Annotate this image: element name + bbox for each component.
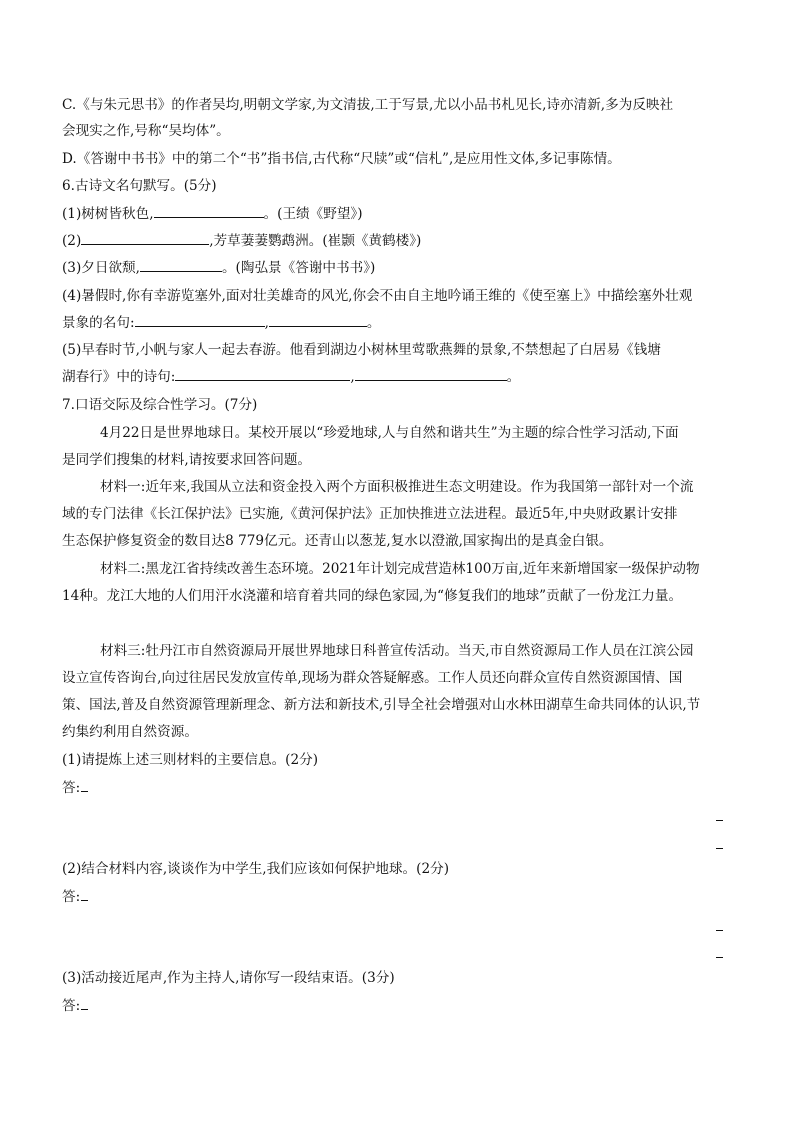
answer-2-label: 答: xyxy=(62,889,81,905)
q6-item-4-blank-1[interactable] xyxy=(135,314,265,327)
q6-item-4-line-1: (4)暑假时,你有幸游览塞外,面对壮美雄奇的风光,你会不由自主地吟诵王维的《使至塞上》中描绘塞外壮观 xyxy=(62,288,693,304)
q6-item-5-blank-2[interactable] xyxy=(355,368,507,381)
q6-item-3 xyxy=(62,259,742,277)
q6-item-4-line-2 xyxy=(62,314,742,332)
material-1-line-3: 生态保护修复资金的数目达8 779亿元。还青山以葱茏,复水以澄澈,国家掏出的是真金白银。 xyxy=(62,533,613,549)
material-2-line-1: 材料二:黑龙江省持续改善生态环境。2021年计划完成营造林100万亩,近年来新增国家一级保护动物 xyxy=(100,561,700,577)
option-c-line-2: 会现实之作,号称“吴均体”。 xyxy=(62,123,230,139)
q6-item-4-comma: , xyxy=(264,315,269,331)
q6-item-3-prefix: (3)夕日欲颓, xyxy=(62,260,140,276)
q6-item-5-line-1: (5)早春时节,小帆与家人一起去春游。他看到湖边小树林里莺歌燕舞的景象,不禁想起了白居易《钱塘 xyxy=(62,342,661,358)
q6-item-5-prefix: 湖春行》中的诗句: xyxy=(62,369,176,385)
q6-item-4-period: 。 xyxy=(366,315,381,331)
q6-item-1-blank[interactable] xyxy=(154,205,264,218)
answer-1-input[interactable] xyxy=(81,779,88,792)
q6-item-5-period: 。 xyxy=(506,369,521,385)
sub-question-3: (3)活动接近尾声,作为主持人,请你写一段结束语。(3分) xyxy=(62,970,395,986)
answer-1-line-mark-2 xyxy=(716,848,723,849)
material-1-line-1: 材料一:近年来,我国从立法和资金投入两个方面积极推进生态文明建设。作为我国第一部针对一个流 xyxy=(100,479,694,495)
answer-3 xyxy=(62,997,742,1015)
material-1-line-2: 域的专门法律《长江保护法》已实施,《黄河保护法》正加快推进立法进程。最近5年,中央财政累计安排 xyxy=(62,506,678,522)
material-2-line-2: 14种。龙江大地的人们用汗水浇灌和培育着共同的绿色家园,为“修复我们的地球”贡献了一份龙江力量。 xyxy=(62,588,683,604)
q6-item-1-prefix: (1)树树皆秋色, xyxy=(62,206,154,222)
q6-item-4-prefix: 景象的名句: xyxy=(62,315,135,331)
answer-3-input[interactable] xyxy=(81,997,88,1010)
sub-question-1: (1)请提炼上述三则材料的主要信息。(2分) xyxy=(62,752,319,768)
q6-item-5-line-2 xyxy=(62,368,742,386)
q6-item-5-comma: , xyxy=(350,369,355,385)
answer-2-line-mark-2 xyxy=(716,957,723,958)
answer-1-label: 答: xyxy=(62,780,81,796)
q7-intro-line-2: 是同学们搜集的材料,请按要求回答问题。 xyxy=(62,452,312,468)
answer-3-label: 答: xyxy=(62,998,81,1014)
q6-item-3-blank[interactable] xyxy=(140,259,222,272)
q6-item-4-blank-2[interactable] xyxy=(269,314,367,327)
material-3-line-2: 设立宣传咨询台,向过往居民发放宣传单,现场为群众答疑解惑。工作人员还向群众宣传自然资源国情、国 xyxy=(62,670,683,686)
answer-1-line-mark-1 xyxy=(716,820,723,821)
q6-item-2-blank[interactable] xyxy=(81,232,209,245)
q6-item-2-suffix: ,芳草萋萋鹦鹉洲。(崔颢《黄鹤楼》) xyxy=(209,233,422,249)
answer-2-input[interactable] xyxy=(81,888,88,901)
answer-2 xyxy=(62,888,742,906)
q7-title: 7.口语交际及综合性学习。(7分) xyxy=(62,397,258,413)
q6-item-3-suffix: 。(陶弘景《答谢中书书》) xyxy=(221,260,376,276)
q6-title: 6.古诗文名句默写。(5分) xyxy=(62,178,217,194)
q7-intro-line-1: 4月22日是世界地球日。某校开展以“珍爱地球,人与自然和谐共生”为主题的综合性学习活动,下面 xyxy=(100,425,679,441)
option-c-line-1: C.《与朱元思书》的作者吴均,明朝文学家,为文清拔,工于写景,尤以小品书札见长,诗亦清新,多为反映社 xyxy=(62,97,674,113)
answer-1 xyxy=(62,779,742,797)
material-3-line-1: 材料三:牡丹江市自然资源局开展世界地球日科普宣传活动。当天,市自然资源局工作人员在江滨公园 xyxy=(100,643,694,659)
q6-item-1-suffix: 。(王绩《野望》) xyxy=(263,206,363,222)
material-3-line-4: 约集约利用自然资源。 xyxy=(62,724,198,740)
q6-item-2 xyxy=(62,232,742,250)
option-d: D.《答谢中书书》中的第二个“书”指书信,古代称“尺牍”或“信札”,是应用性文体,多记事陈情。 xyxy=(62,151,621,167)
q6-item-2-prefix: (2) xyxy=(62,233,82,249)
answer-2-line-mark-1 xyxy=(716,930,723,931)
material-3-line-3: 策、国法,普及自然资源管理新理念、新方法和新技术,引导全社会增强对山水林田湖草生命共同体的认识,节 xyxy=(62,697,701,713)
q6-item-1 xyxy=(62,205,742,223)
sub-question-2: (2)结合材料内容,谈谈作为中学生,我们应该如何保护地球。(2分) xyxy=(62,861,449,877)
q6-item-5-blank-1[interactable] xyxy=(175,368,350,381)
